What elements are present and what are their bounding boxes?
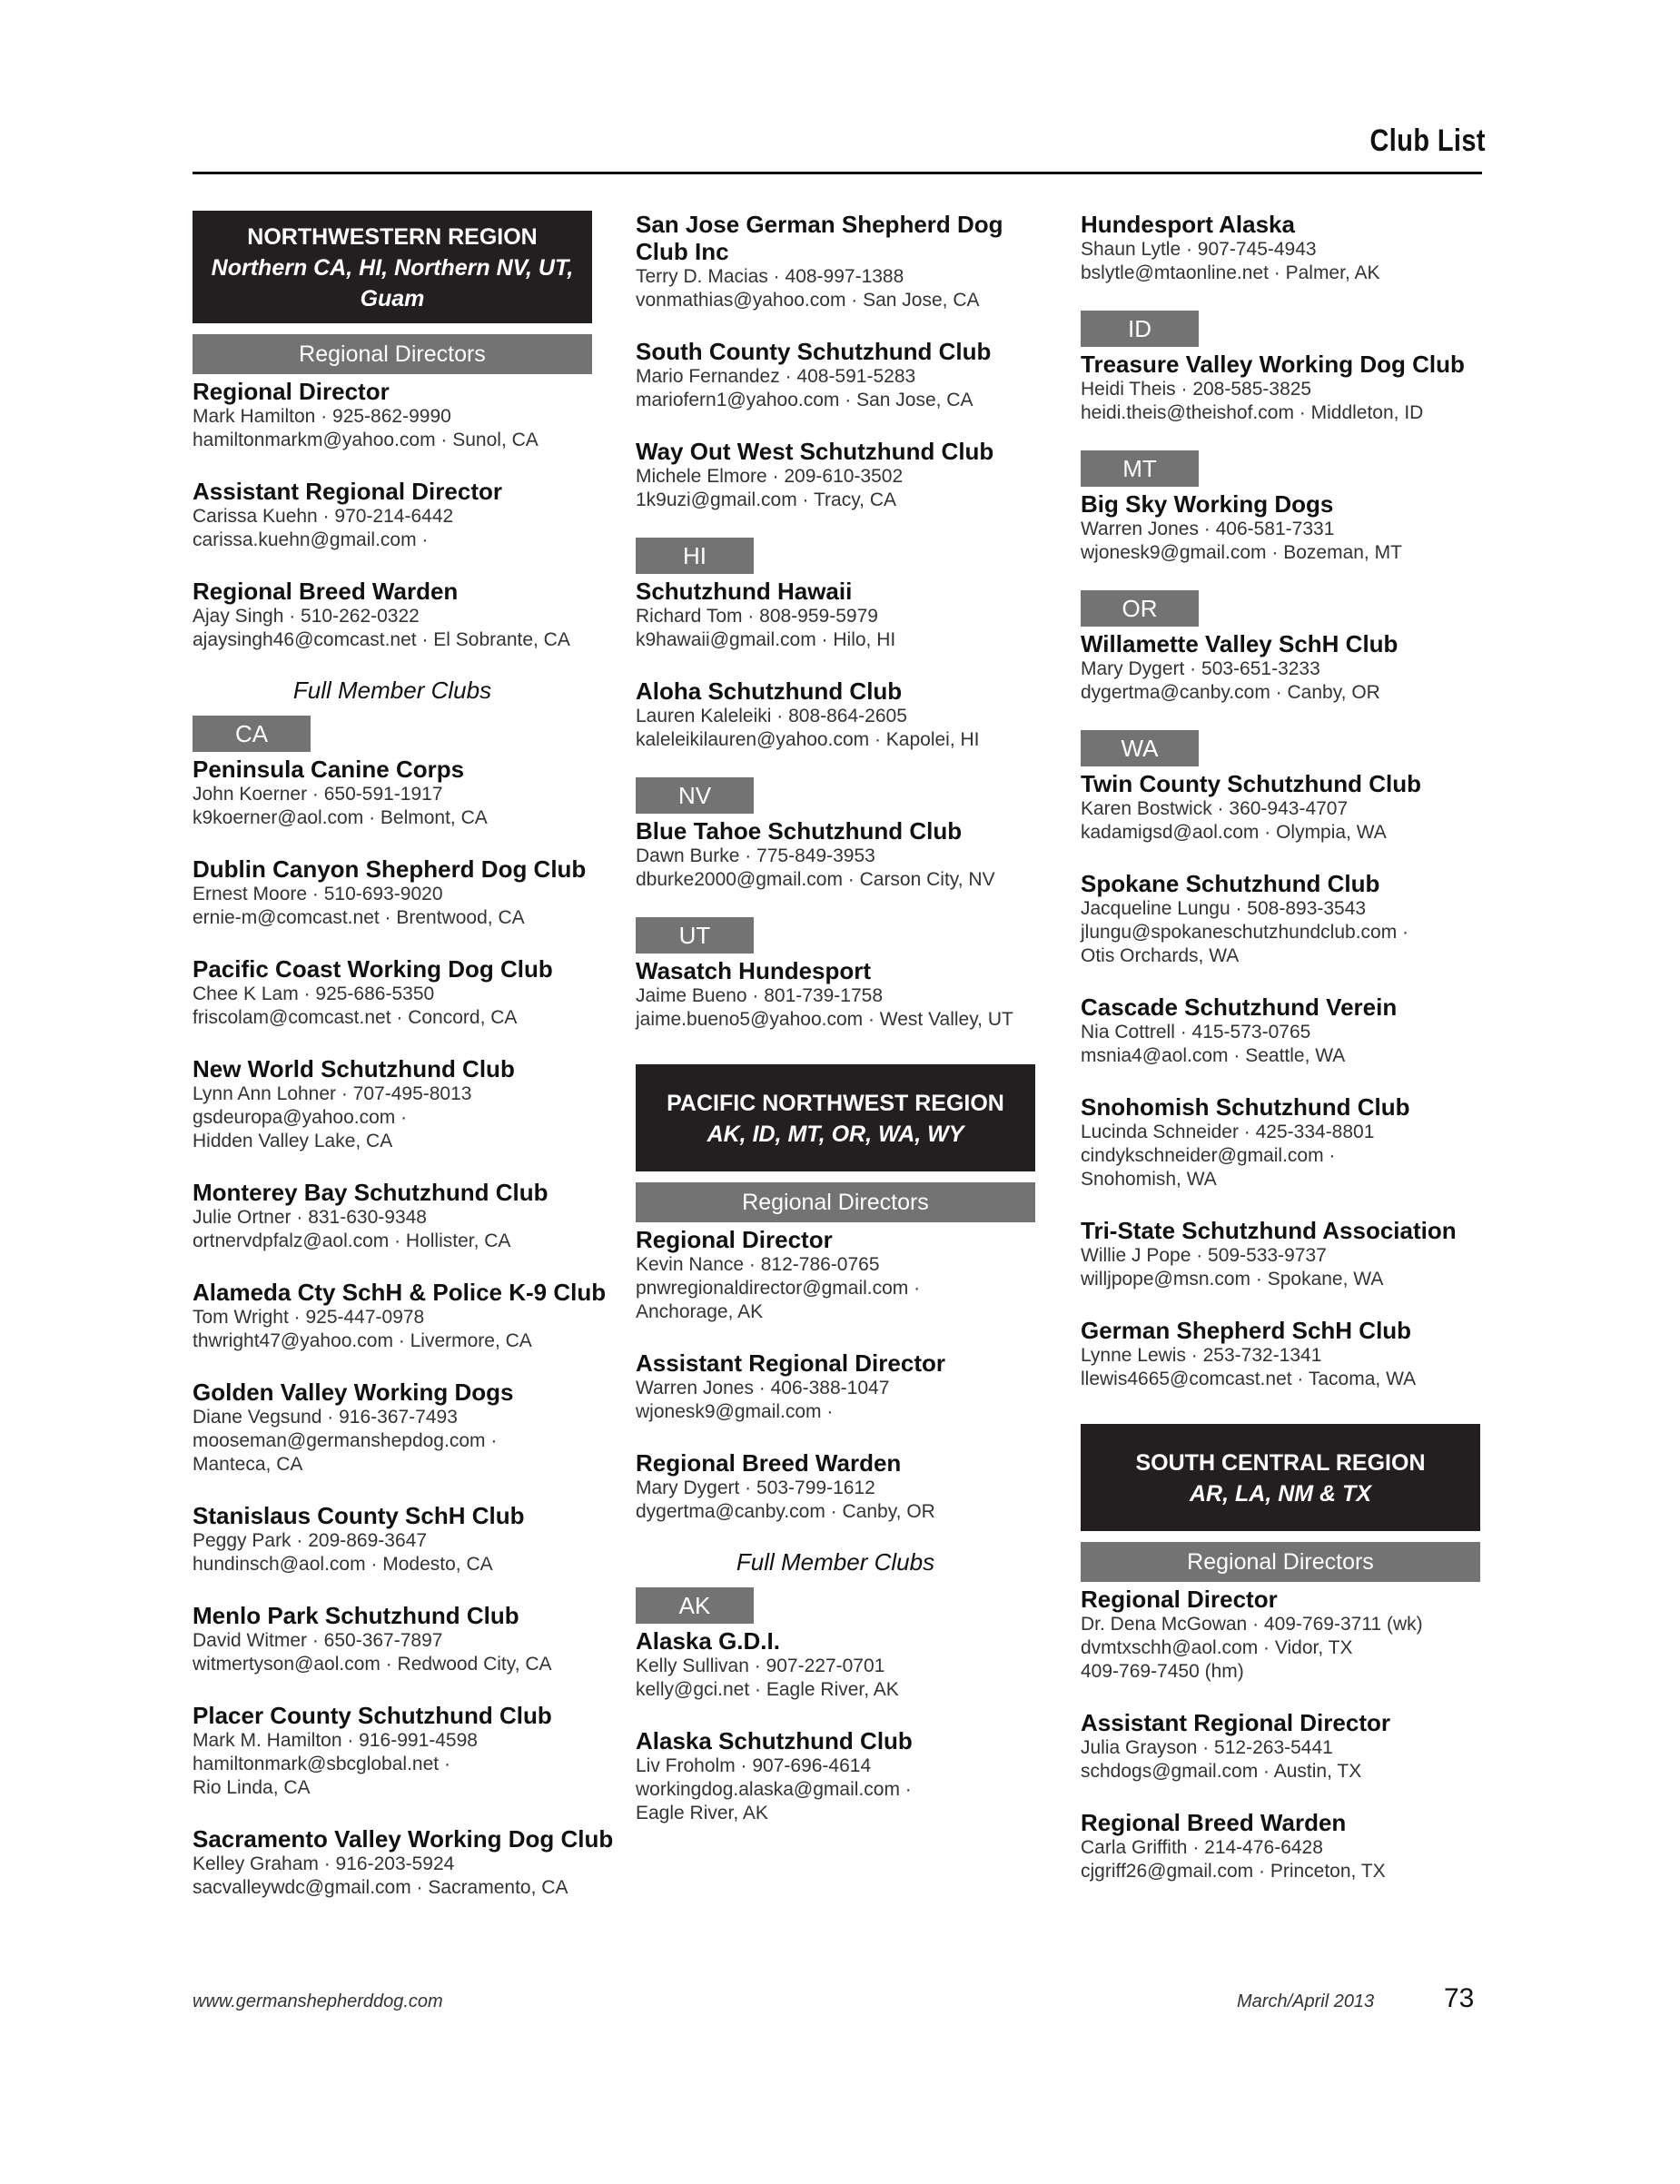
director-role: Regional Breed Warden <box>1081 1809 1347 1836</box>
club-entry <box>1081 993 1480 1068</box>
club-city: Otis Orchards, WA <box>1081 945 1240 966</box>
club-name: Spokane Schutzhund Club <box>1081 870 1380 897</box>
director-contact: Julia Grayson · 512-263-5441 <box>1081 1737 1333 1758</box>
club-entry <box>193 955 592 1030</box>
region-states: AR, LA, NM & TX <box>1190 1481 1371 1507</box>
director-role: Regional Director <box>1081 1586 1278 1613</box>
club-name: Dublin Canyon Shepherd Dog Club <box>193 855 587 883</box>
club-name: Big Sky Working Dogs <box>1081 490 1334 518</box>
club-entry <box>636 1627 1035 1702</box>
region-name: PACIFIC NORTHWEST REGION <box>667 1091 1004 1116</box>
club-contact: Michele Elmore · 209-610-3502 <box>636 466 904 487</box>
column-2 <box>636 211 1035 1851</box>
club-email-city: mariofern1@yahoo.com · San Jose, CA <box>636 390 973 410</box>
director-contact: Dr. Dena McGowan · 409-769-3711 (wk) <box>1081 1614 1423 1635</box>
director-contact: Ajay Singh · 510-262-0322 <box>193 606 420 627</box>
club-email: workingdog.alaska@gmail.com · <box>636 1779 912 1800</box>
state-bar-mt: MT <box>1081 450 1199 487</box>
director-contact: Carla Griffith · 214-476-6428 <box>1081 1837 1323 1858</box>
club-entry <box>193 1502 592 1576</box>
club-name: Golden Valley Working Dogs <box>193 1379 514 1406</box>
director-email: wjonesk9@gmail.com · <box>636 1401 834 1422</box>
region-header-northwestern <box>193 211 592 323</box>
club-email-city: dburke2000@gmail.com · Carson City, NV <box>636 869 995 890</box>
club-name-continued: Club Inc <box>636 238 729 265</box>
club-entry <box>193 855 592 930</box>
club-entry <box>636 338 1035 412</box>
club-entry <box>1081 351 1480 425</box>
club-contact: Nia Cottrell · 415-573-0765 <box>1081 1022 1311 1043</box>
club-contact: Chee K Lam · 925-686-5350 <box>193 983 435 1004</box>
club-entry <box>193 756 592 830</box>
regional-directors-bar: Regional Directors <box>1081 1542 1480 1582</box>
state-bar-id: ID <box>1081 311 1199 347</box>
club-name: Peninsula Canine Corps <box>193 756 465 783</box>
director-entry <box>1081 1709 1480 1784</box>
director-email-city: dygertma@canby.com · Canby, OR <box>636 1501 935 1522</box>
club-contact: Mary Dygert · 503-651-3233 <box>1081 658 1320 679</box>
club-email-city: llewis4665@comcast.net · Tacoma, WA <box>1081 1369 1417 1389</box>
club-name: Way Out West Schutzhund Club <box>636 438 994 465</box>
page-number: 73 <box>1444 1983 1475 2013</box>
club-email-city: kaleleikilauren@yahoo.com · Kapolei, HI <box>636 729 980 750</box>
director-email-city: ajaysingh46@comcast.net · El Sobrante, CA <box>193 629 570 650</box>
director-contact: Kevin Nance · 812-786-0765 <box>636 1254 880 1275</box>
director-contact: Warren Jones · 406-388-1047 <box>636 1378 890 1398</box>
club-email: cindykschneider@gmail.com · <box>1081 1145 1336 1166</box>
club-email-city: dygertma@canby.com · Canby, OR <box>1081 682 1380 703</box>
club-name: Monterey Bay Schutzhund Club <box>193 1179 548 1206</box>
club-entry <box>193 1825 614 1900</box>
director-entry <box>636 1226 1035 1324</box>
state-bar-ca: CA <box>193 716 311 752</box>
club-name: Alaska Schutzhund Club <box>636 1727 913 1754</box>
director-email-city: hamiltonmarkm@yahoo.com · Sunol, CA <box>193 430 539 450</box>
club-email-city: msnia4@aol.com · Seattle, WA <box>1081 1045 1346 1066</box>
director-entry <box>636 1349 1035 1424</box>
club-city: Snohomish, WA <box>1081 1169 1217 1190</box>
club-contact: Mario Fernandez · 408-591-5283 <box>636 366 916 387</box>
region-header-south-central <box>1081 1424 1480 1531</box>
club-name: Cascade Schutzhund Verein <box>1081 993 1398 1021</box>
club-email-city: bslytle@mtaonline.net · Palmer, AK <box>1081 262 1380 283</box>
club-name: Stanislaus County SchH Club <box>193 1502 525 1529</box>
club-entry <box>636 957 1035 1032</box>
club-entry <box>193 1702 592 1800</box>
club-email: gsdeuropa@yahoo.com · <box>193 1107 408 1128</box>
club-contact: Kelly Sullivan · 907-227-0701 <box>636 1655 885 1676</box>
club-email-city: k9koerner@aol.com · Belmont, CA <box>193 807 488 828</box>
club-entry <box>1081 1093 1480 1191</box>
regional-directors-bar: Regional Directors <box>636 1182 1035 1222</box>
club-contact: Kelley Graham · 916-203-5924 <box>193 1853 455 1874</box>
club-email-city: ernie-m@comcast.net · Brentwood, CA <box>193 907 525 928</box>
club-contact: Lynne Lewis · 253-732-1341 <box>1081 1345 1322 1366</box>
club-contact: Shaun Lytle · 907-745-4943 <box>1081 239 1317 260</box>
club-email-city: friscolam@comcast.net · Concord, CA <box>193 1007 518 1028</box>
director-email-city: schdogs@gmail.com · Austin, TX <box>1081 1761 1362 1782</box>
column-1 <box>193 211 614 1925</box>
club-contact: Lynn Ann Lohner · 707-495-8013 <box>193 1083 472 1104</box>
club-name: Willamette Valley SchH Club <box>1081 630 1398 657</box>
club-contact: Liv Froholm · 907-696-4614 <box>636 1755 872 1776</box>
region-states: Northern CA, HI, Northern NV, UT, Guam <box>211 255 574 311</box>
club-email-city: witmertyson@aol.com · Redwood City, CA <box>193 1654 552 1675</box>
club-entry <box>1081 1317 1480 1391</box>
state-bar-ak: AK <box>636 1587 754 1624</box>
region-name: SOUTH CENTRAL REGION <box>1135 1450 1426 1476</box>
club-contact: Jacqueline Lungu · 508-893-3543 <box>1081 898 1367 919</box>
club-name: Tri-State Schutzhund Association <box>1081 1217 1457 1244</box>
director-entry <box>1081 1809 1480 1883</box>
club-name: Schutzhund Hawaii <box>636 578 853 605</box>
club-contact: Jaime Bueno · 801-739-1758 <box>636 985 884 1006</box>
state-bar-wa: WA <box>1081 730 1199 766</box>
club-entry <box>193 1055 592 1153</box>
club-email-city: hundinsch@aol.com · Modesto, CA <box>193 1554 493 1575</box>
club-entry <box>1081 1217 1480 1291</box>
header-rule <box>193 172 1482 174</box>
director-entry <box>193 478 592 552</box>
club-email-city: wjonesk9@gmail.com · Bozeman, MT <box>1081 542 1402 563</box>
club-contact: John Koerner · 650-591-1917 <box>193 784 443 805</box>
club-entry <box>193 1179 592 1253</box>
director-email-city: cjgriff26@gmail.com · Princeton, TX <box>1081 1861 1386 1882</box>
club-city: Rio Linda, CA <box>193 1777 311 1798</box>
club-contact: Peggy Park · 209-869-3647 <box>193 1530 427 1551</box>
director-phone-home: 409-769-7450 (hm) <box>1081 1661 1244 1682</box>
club-contact: Ernest Moore · 510-693-9020 <box>193 884 443 904</box>
club-name: Placer County Schutzhund Club <box>193 1702 552 1729</box>
club-contact: Tom Wright · 925-447-0978 <box>193 1307 425 1328</box>
club-contact: David Witmer · 650-367-7897 <box>193 1630 443 1651</box>
club-entry <box>193 1279 607 1353</box>
club-entry <box>1081 630 1480 705</box>
club-name: Snohomish Schutzhund Club <box>1081 1093 1410 1121</box>
club-name: Blue Tahoe Schutzhund Club <box>636 817 963 845</box>
state-bar-nv: NV <box>636 777 754 814</box>
director-role: Assistant Regional Director <box>636 1349 945 1377</box>
club-email: hamiltonmark@sbcglobal.net · <box>193 1754 450 1774</box>
club-name: San Jose German Shepherd Dog <box>636 211 1003 238</box>
club-contact: Lucinda Schneider · 425-334-8801 <box>1081 1122 1375 1142</box>
club-contact: Warren Jones · 406-581-7331 <box>1081 519 1335 539</box>
club-name: Pacific Coast Working Dog Club <box>193 955 553 983</box>
club-entry <box>1081 490 1480 565</box>
club-entry <box>636 211 1035 312</box>
club-name: Menlo Park Schutzhund Club <box>193 1602 519 1629</box>
state-bar-or: OR <box>1081 590 1199 627</box>
club-email-city: kelly@gci.net · Eagle River, AK <box>636 1679 899 1700</box>
club-contact: Terry D. Macias · 408-997-1388 <box>636 266 904 287</box>
club-email-city: kadamigsd@aol.com · Olympia, WA <box>1081 822 1387 843</box>
club-entry <box>1081 770 1480 845</box>
footer-issue-date: March/April 2013 <box>1237 1991 1375 2011</box>
director-email-city: carissa.kuehn@gmail.com · <box>193 529 429 550</box>
club-email-city: 1k9uzi@gmail.com · Tracy, CA <box>636 489 896 510</box>
club-entry <box>1081 211 1480 285</box>
director-role: Regional Breed Warden <box>193 578 459 605</box>
club-email-city: heidi.theis@theishof.com · Middleton, ID <box>1081 402 1424 423</box>
director-role: Regional Director <box>193 378 390 405</box>
club-name: Wasatch Hundesport <box>636 957 872 984</box>
director-contact: Mark Hamilton · 925-862-9990 <box>193 406 451 427</box>
club-contact: Diane Vegsund · 916-367-7493 <box>193 1407 458 1428</box>
club-contact: Mark M. Hamilton · 916-991-4598 <box>193 1730 478 1751</box>
director-entry <box>1081 1586 1480 1684</box>
column-3 <box>1081 211 1480 1909</box>
club-email-city: vonmathias@yahoo.com · San Jose, CA <box>636 290 980 311</box>
club-entry <box>636 677 1035 752</box>
state-bar-hi: HI <box>636 538 754 574</box>
club-entry <box>1081 870 1480 968</box>
club-entry <box>193 1379 592 1477</box>
club-entry <box>193 1602 592 1676</box>
club-contact: Heidi Theis · 208-585-3825 <box>1081 379 1312 400</box>
director-entry <box>193 378 592 452</box>
director-email: pnwregionaldirector@gmail.com · <box>636 1278 921 1299</box>
club-contact: Willie J Pope · 509-533-9737 <box>1081 1245 1327 1266</box>
club-entry <box>636 1727 1035 1825</box>
director-email-city: dvmtxschh@aol.com · Vidor, TX <box>1081 1637 1353 1658</box>
director-role: Assistant Regional Director <box>1081 1709 1390 1736</box>
club-city: Manteca, CA <box>193 1454 303 1475</box>
director-entry <box>193 578 592 652</box>
club-contact: Dawn Burke · 775-849-3953 <box>636 845 875 866</box>
state-bar-ut: UT <box>636 917 754 954</box>
page-title: Club List <box>1369 124 1486 158</box>
regional-directors-bar: Regional Directors <box>193 334 592 374</box>
region-header-pacific-northwest <box>636 1064 1035 1171</box>
director-entry <box>636 1449 1035 1524</box>
director-role: Assistant Regional Director <box>193 478 502 505</box>
footer-website: www.germanshepherddog.com <box>193 1991 443 2011</box>
club-name: Sacramento Valley Working Dog Club <box>193 1825 614 1853</box>
club-contact: Julie Ortner · 831-630-9348 <box>193 1207 427 1228</box>
full-member-clubs-heading: Full Member Clubs <box>292 677 492 704</box>
club-name: German Shepherd SchH Club <box>1081 1317 1412 1344</box>
full-member-clubs-heading: Full Member Clubs <box>736 1548 935 1576</box>
director-contact: Carissa Kuehn · 970-214-6442 <box>193 506 454 527</box>
club-name: Alameda Cty SchH & Police K-9 Club <box>193 1279 607 1306</box>
director-role: Regional Breed Warden <box>636 1449 902 1477</box>
club-name: Alaska G.D.I. <box>636 1627 780 1655</box>
club-name: South County Schutzhund Club <box>636 338 992 365</box>
region-states: AK, ID, MT, OR, WA, WY <box>707 1122 964 1147</box>
club-email-city: sacvalleywdc@gmail.com · Sacramento, CA <box>193 1877 568 1898</box>
club-email: mooseman@germanshepdog.com · <box>193 1430 498 1451</box>
club-contact: Lauren Kaleleiki · 808-864-2605 <box>636 706 907 726</box>
club-contact: Richard Tom · 808-959-5979 <box>636 606 878 627</box>
club-contact: Karen Bostwick · 360-943-4707 <box>1081 798 1349 819</box>
region-name: NORTHWESTERN REGION <box>247 224 538 250</box>
director-city: Anchorage, AK <box>636 1301 764 1322</box>
club-name: Hundesport Alaska <box>1081 211 1295 238</box>
club-entry <box>636 817 1035 892</box>
club-name: Treasure Valley Working Dog Club <box>1081 351 1465 378</box>
club-entry <box>636 438 1035 512</box>
club-email-city: willjpope@msn.com · Spokane, WA <box>1081 1269 1384 1290</box>
club-email-city: thwright47@yahoo.com · Livermore, CA <box>193 1330 532 1351</box>
club-email-city: jaime.bueno5@yahoo.com · West Valley, UT <box>636 1009 1013 1030</box>
club-city: Eagle River, AK <box>636 1803 768 1823</box>
director-contact: Mary Dygert · 503-799-1612 <box>636 1477 875 1498</box>
club-entry <box>636 578 1035 652</box>
club-city: Hidden Valley Lake, CA <box>193 1131 393 1151</box>
director-role: Regional Director <box>636 1226 833 1253</box>
club-email: jlungu@spokaneschutzhundclub.com · <box>1081 922 1409 943</box>
club-email-city: k9hawaii@gmail.com · Hilo, HI <box>636 629 896 650</box>
club-name: New World Schutzhund Club <box>193 1055 515 1082</box>
club-email-city: ortnervdpfalz@aol.com · Hollister, CA <box>193 1230 511 1251</box>
club-name: Twin County Schutzhund Club <box>1081 770 1422 797</box>
club-name: Aloha Schutzhund Club <box>636 677 903 705</box>
